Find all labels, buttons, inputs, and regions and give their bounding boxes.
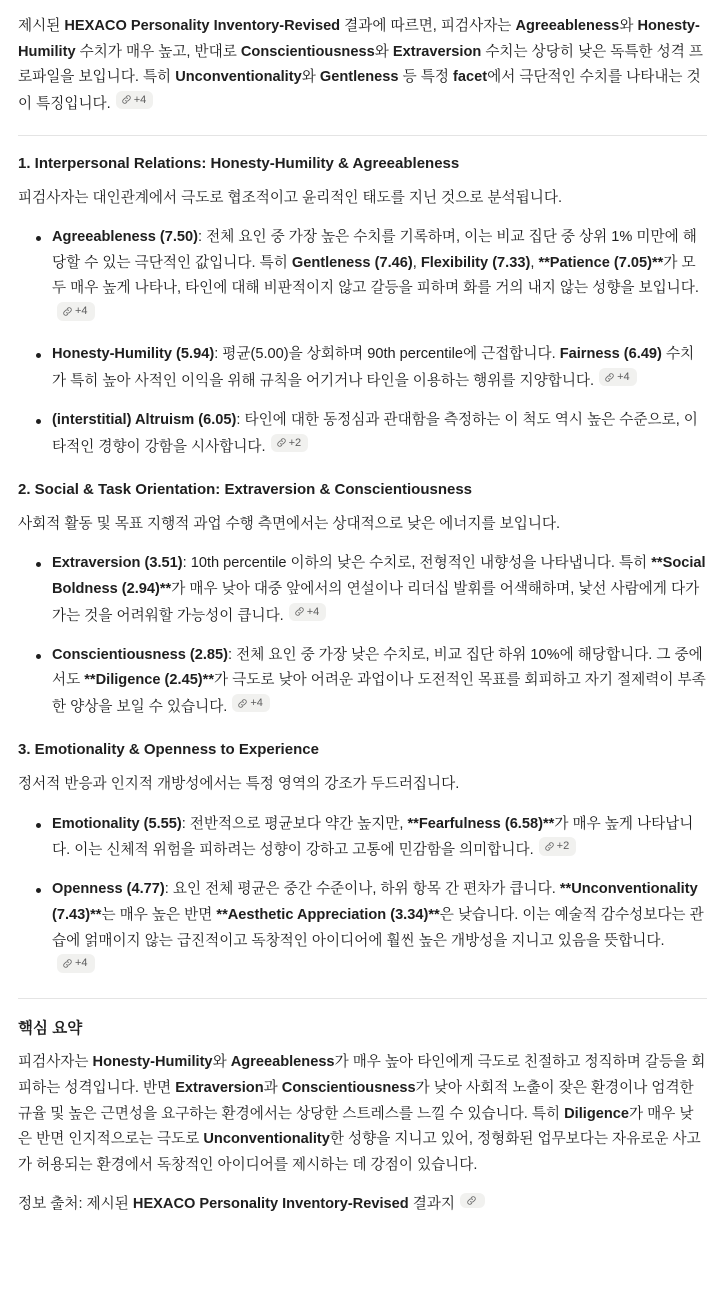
section-bullet-list <box>18 551 707 720</box>
list-item-text: Extraversion (3.51): 10th percentile 이하의 낮은 수치로, 전형적인 내향성을 나타냅니다. 특히 **Social Boldness (2.94)**가 매우 낮아 대중 앞에서의 연설이나 리더십 발휘를 어색해하며, 낯선 사람에게 다가가는 것을 어려워할 가능성이 큽니다. <box>52 555 706 624</box>
list-item-text: (interstitial) Altruism (6.05): 타인에 대한 동정심과 관대함을 측정하는 이 척도 역시 높은 수준으로, 이타적인 경향이 강함을 시사합니다. <box>52 412 698 455</box>
citation-chip[interactable] <box>539 837 577 856</box>
list-item-text: Conscientiousness (2.85): 전체 요인 중 가장 낮은 수치로, 비교 집단 하위 10%에 해당합니다. 그 중에서도 **Diligence (2.45)**가 극도로 낮아 어려운 과업이나 도전적인 목표를 회피하고 자기 절제력이 부족한 양상을 보일 수 있습니다. <box>52 646 706 715</box>
section-lead: 정서적 반응과 인지적 개방성에서는 특정 영역의 강조가 두드러집니다. <box>18 776 460 793</box>
link-icon <box>466 1195 477 1206</box>
list-item <box>18 551 707 628</box>
citation-chip[interactable] <box>57 302 95 321</box>
citation-count: +2 <box>556 840 570 853</box>
citation-chip[interactable] <box>57 954 95 973</box>
link-icon <box>62 958 73 969</box>
divider <box>18 998 707 999</box>
link-icon <box>237 698 248 709</box>
list-item <box>18 408 707 460</box>
citation-count: +4 <box>306 605 320 618</box>
link-icon <box>294 606 305 617</box>
divider <box>18 135 707 136</box>
section-bullet-list <box>18 225 707 460</box>
citation-count: +4 <box>617 370 630 383</box>
list-item <box>18 342 707 394</box>
citation-chip[interactable] <box>116 91 154 110</box>
source-line <box>18 1192 707 1218</box>
intro-text: 제시된 HEXACO Personality Inventory-Revised 결과에 따르면, 피검사자는 Agreeableness와 Honesty-Humility 수치가 매우 높고, 반대로 Conscientiousness와 Extraversion 수치는 상당히 낮은 독특한 성격 프로파일을 보입니다. 특히 Unconventionality와 Gentleness 등 특정 facet에서 극단적인 수치를 나타내는 것이 특징입니다. <box>18 18 703 112</box>
link-icon <box>276 437 287 448</box>
section-1 <box>18 152 707 460</box>
list-item <box>18 812 707 864</box>
intro-paragraph <box>18 14 707 117</box>
source-citation-chip[interactable] <box>460 1193 485 1208</box>
section-lead: 피검사자는 대인관계에서 극도로 협조적이고 윤리적인 태도를 지닌 것으로 분석됩니다. <box>18 189 563 206</box>
link-icon <box>604 372 615 383</box>
citation-chip[interactable] <box>599 368 637 387</box>
section-3 <box>18 738 707 980</box>
list-item <box>18 225 707 328</box>
sections-container <box>18 152 707 980</box>
list-item-text: Openness (4.77): 요인 전체 평균은 중간 수준이나, 하위 항목 간 편차가 큽니다. **Unconventionality (7.43)**는 매우 높은 반면 **Aesthetic Appreciation (3.34)**은 낮습니다. 이는 예술적 감수성보다는 관습에 얽매이지 않는 급진적이고 독창적인 아이디어에 훨씬 높은 개방성을 지니고 있음을 뜻합니다. <box>52 881 704 949</box>
link-icon <box>62 306 73 317</box>
link-icon <box>121 94 132 105</box>
list-item <box>18 643 707 720</box>
list-item-text: Honesty-Humility (5.94): 평균(5.00)을 상회하며 90th percentile에 근접합니다. Fairness (6.49) 수치가 특히 높아 사적인 이익을 위해 규칙을 어기거나 타인을 이용하는 행위를 지양합니다. <box>52 346 695 389</box>
list-item-text: Emotionality (5.55): 전반적으로 평균보다 약간 높지만, **Fearfulness (6.58)**가 매우 높게 나타납니다. 이는 신체적 위험을 피하려는 성향이 강하고 고통에 민감함을 의미합니다. <box>52 815 694 858</box>
source-text: 정보 출처: 제시된 HEXACO Personality Inventory-Revised 결과지 <box>18 1196 456 1213</box>
citation-chip[interactable] <box>232 694 270 713</box>
section-title: 3. Emotionality & Openness to Experience <box>18 741 319 759</box>
summary-paragraph: 피검사자는 Honesty-Humility와 Agreeableness가 매우 높아 타인에게 극도로 친절하고 정직하며 갈등을 회피하는 성격입니다. 반면 Extraversion과 Conscientiousness가 낮아 사회적 노출이 잦은 환경이나 엄격한 규율 및 높은 근면성을 요구하는 환경에서는 상당한 스트레스를 느낄 수 있습니다. 특히 Diligence가 매우 낮은 반면 인지적으로는 극도로 Unconventionality한 성향을 지니고 있어, 정형화된 업무보다는 자유로운 사고가 허용되는 환경에서 독창적인 아이디어를 제시하는 데 강점이 있습니다. <box>18 1054 706 1173</box>
section-2 <box>18 478 707 720</box>
citation-count: +4 <box>133 93 147 106</box>
citation-chip[interactable] <box>289 603 327 622</box>
link-icon <box>544 841 555 852</box>
section-lead: 사회적 활동 및 목표 지행적 과업 수행 측면에서는 상대적으로 낮은 에너지를 보입니다. <box>18 515 561 532</box>
summary-title: 핵심 요약 <box>18 1020 83 1038</box>
citation-count: +2 <box>288 436 302 449</box>
citation-chip[interactable] <box>271 434 309 453</box>
citation-count: +4 <box>75 305 88 317</box>
citation-count: +4 <box>75 957 88 970</box>
list-item <box>18 877 707 980</box>
section-title: 1. Interpersonal Relations: Honesty-Humility & Agreeableness <box>18 154 460 172</box>
citation-count: +4 <box>250 696 263 709</box>
list-item-text: Agreeableness (7.50): 전체 요인 중 가장 높은 수치를 기록하며, 이는 비교 집단 중 상위 1% 미만에 해당할 수 있는 극단적인 값입니다. 특히 Gentleness (7.46), Flexibility (7.33), **Patience (7.05)**가 모두 매우 높게 나타나, 타인에 대해 비판적이지 않고 갈등을 피하며 화를 거의 내지 않는 성향을 보입니다. <box>52 229 699 297</box>
section-title: 2. Social & Task Orientation: Extraversion & Conscientiousness <box>18 480 473 498</box>
section-bullet-list <box>18 812 707 981</box>
